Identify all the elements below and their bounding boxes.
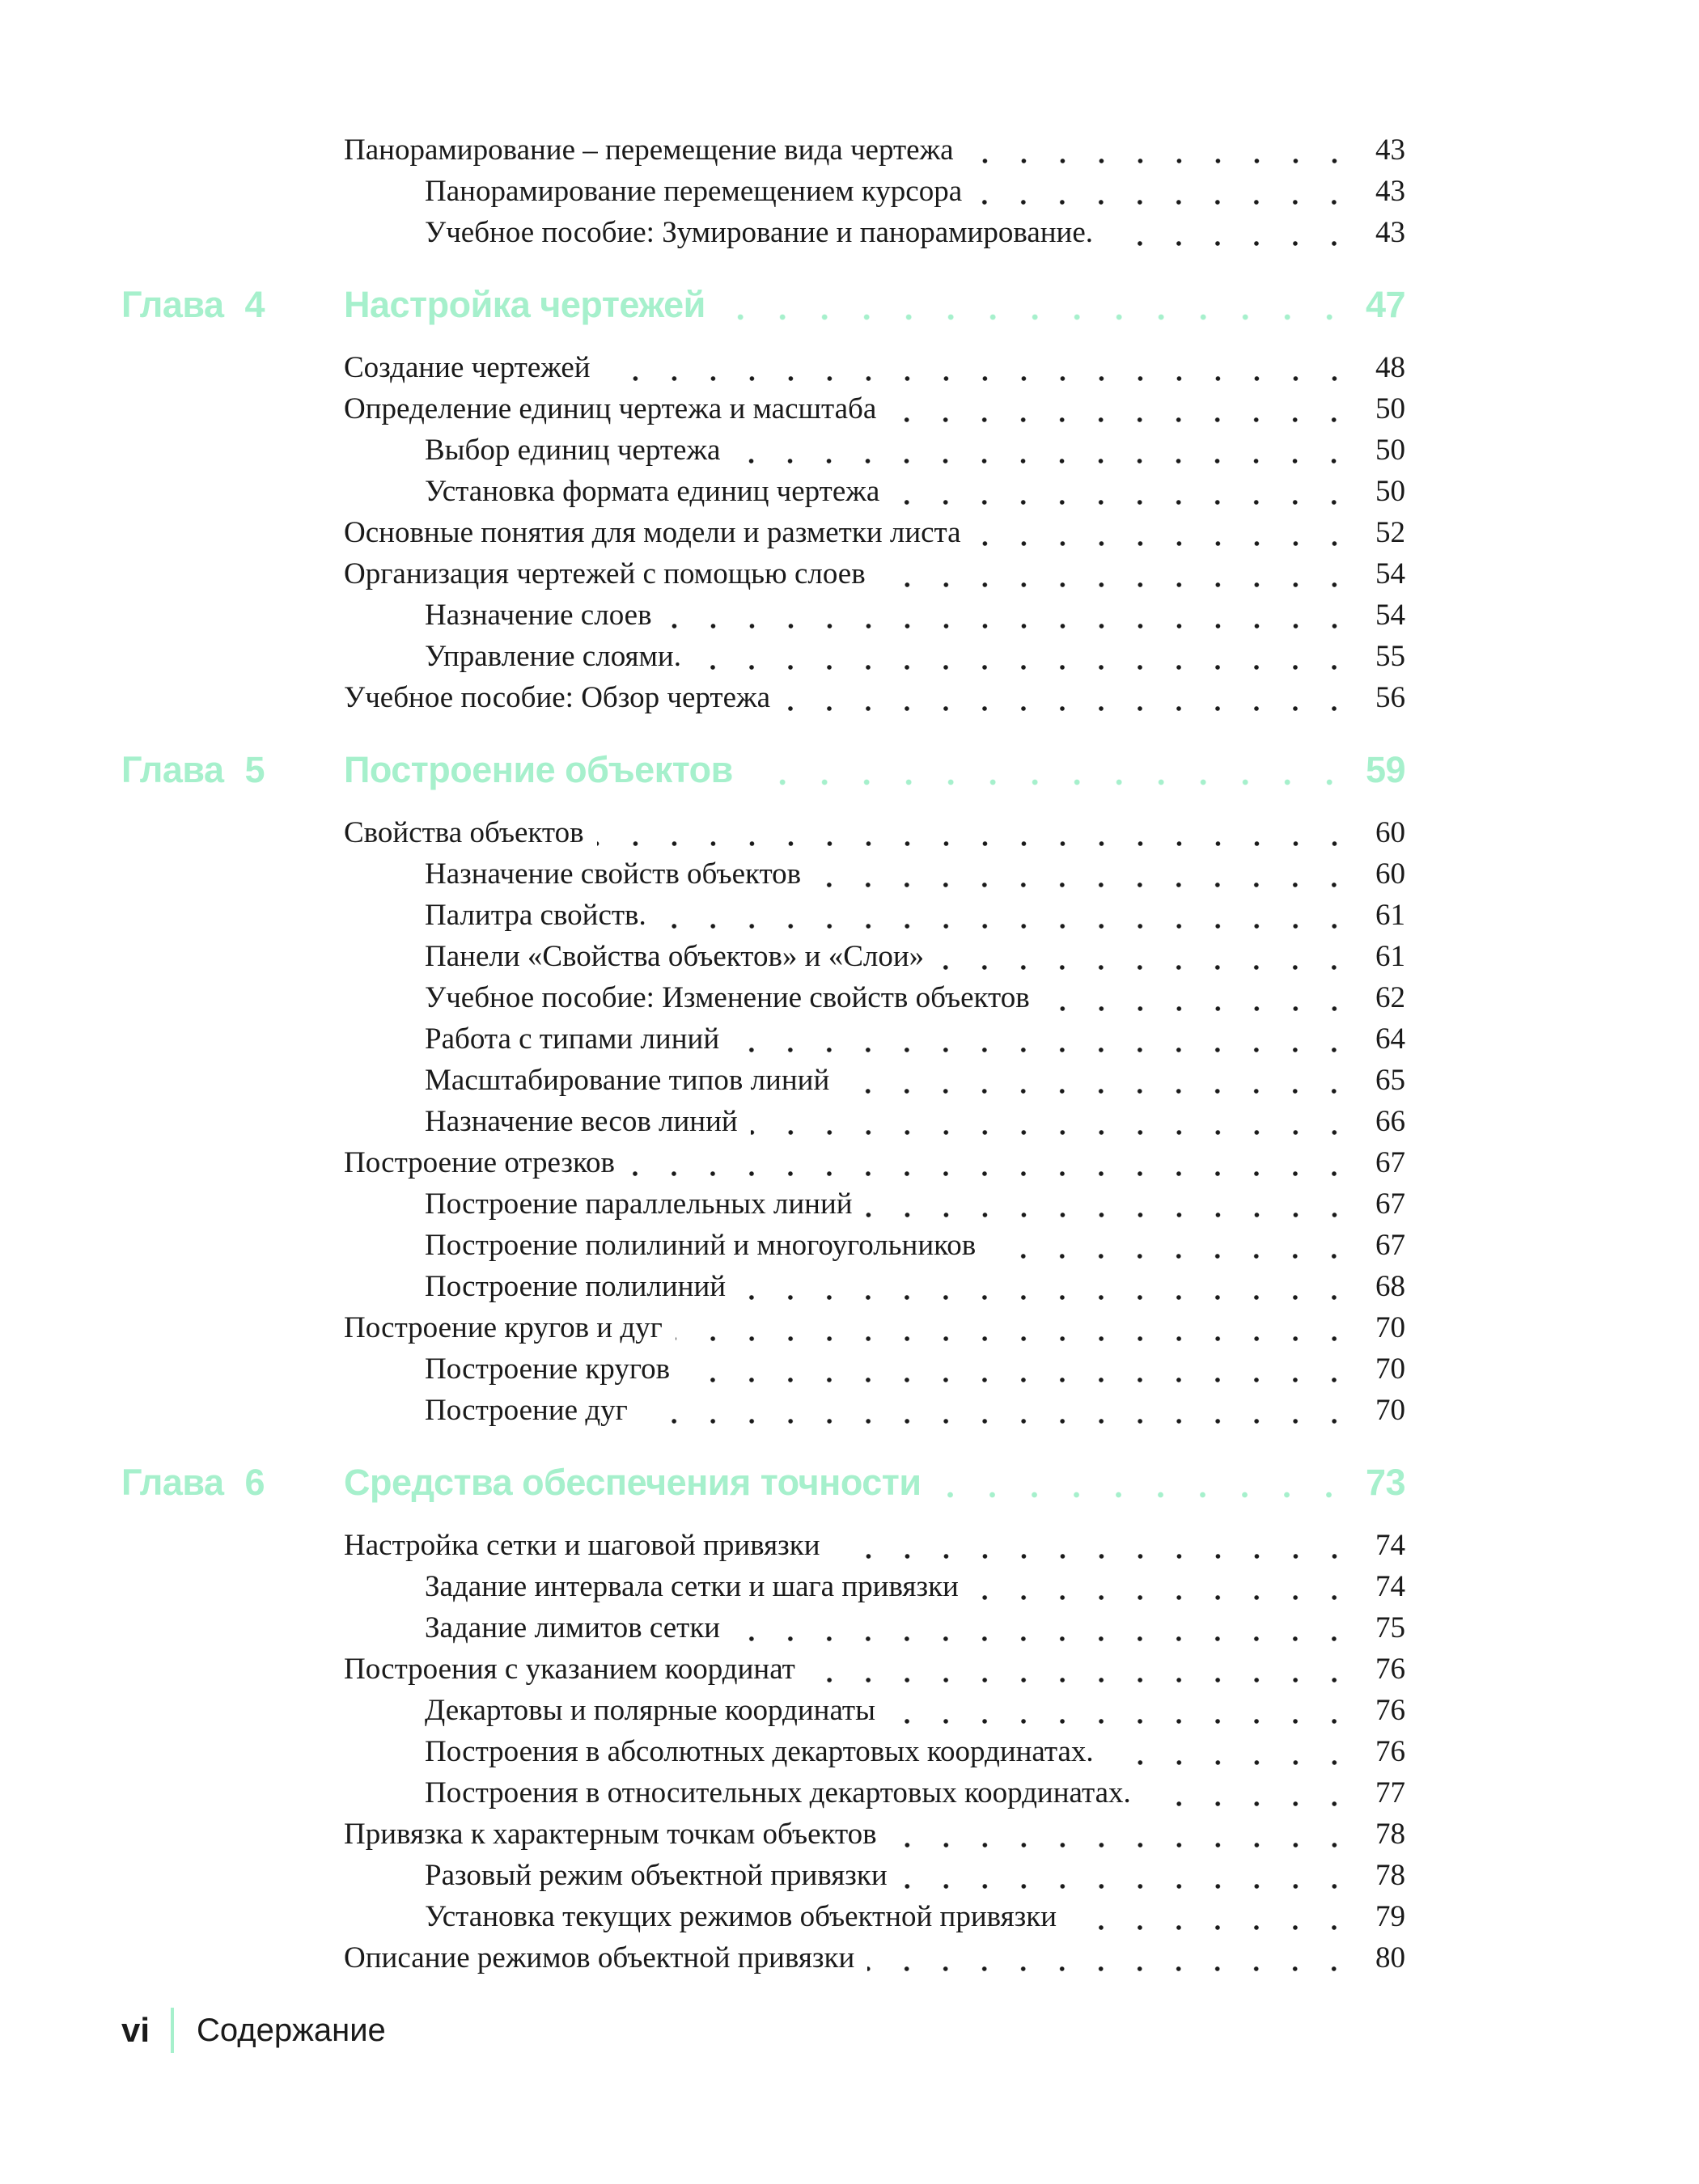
toc-entry [425,212,1405,253]
dot-leader [866,1213,1354,1217]
toc-entry-page-number: 60 [1375,857,1405,891]
toc-entry [425,895,1405,936]
toc-entry [425,1225,1405,1266]
footer-divider-bar [171,2008,174,2053]
dot-leader [604,376,1354,381]
toc-entry-title: Основные понятия для модели и разметки листа [344,516,961,549]
toc-entry-page-number: 76 [1375,1735,1405,1768]
dot-leader [597,841,1354,846]
toc-entry-page-number: 79 [1375,1900,1405,1933]
toc-entry [425,1101,1405,1142]
toc-entry-title: Масштабирование типов линий [425,1064,830,1097]
toc-entry-page-number: 64 [1375,1022,1405,1056]
toc-entry-title: Панорамирование перемещением курсора [425,175,963,208]
toc-entry-title: Построение кругов и дуг [344,1311,663,1344]
dot-leader [732,1048,1354,1052]
toc-entry-page-number: 67 [1375,1187,1405,1221]
dot-leader [783,706,1354,711]
toc-entry-title: Назначение свойств объектов [425,857,802,891]
toc-entry-page-number: 62 [1375,981,1405,1014]
dot-leader [833,1554,1354,1559]
toc-entry-title: Построение параллельных линий [425,1187,853,1221]
toc-entry-title: Привязка к характерным точкам объектов [344,1818,877,1851]
toc-entry-page-number: 60 [1375,816,1405,849]
dot-leader [694,665,1354,670]
toc-entry-title: Построения в относительных декартовых координатах. [425,1776,1131,1809]
dot-leader [1107,1760,1354,1765]
dot-leader [683,1378,1354,1382]
toc-entry-title: Настройка сетки и шаговой привязки [344,1529,820,1562]
toc-entry-page-number: 50 [1375,475,1405,508]
toc-entry-title: Учебное пособие: Обзор чертежа [344,681,771,714]
dot-leader [879,582,1354,587]
toc-entry-page-number: 70 [1375,1311,1405,1344]
toc-entry-page-number: 70 [1375,1352,1405,1386]
toc-entry [425,1266,1405,1307]
toc-entry [344,1307,1405,1348]
dot-leader [659,924,1354,929]
toc-entry [425,1896,1405,1937]
folio-page-number: vi [121,2011,150,2049]
dot-leader [746,779,1350,785]
dot-leader [1144,1801,1354,1806]
toc-entry-page-number: 78 [1375,1818,1405,1851]
toc-entry-page-number: 70 [1375,1394,1405,1427]
toc-entry [344,512,1405,553]
toc-entry-title: Описание режимов объектной привязки [344,1941,855,1974]
toc-entry [425,1772,1405,1814]
toc-entry [344,388,1405,430]
toc-entry [344,1814,1405,1855]
chapter-label: Глава 5 [121,749,265,790]
toc-entry-page-number: 76 [1375,1694,1405,1727]
dot-leader [867,1966,1354,1971]
toc-entry [425,430,1405,471]
toc-entry-page-number: 54 [1375,599,1405,632]
toc-entry-title: Разовый режим объектной привязки [425,1859,888,1892]
toc-entry [425,1018,1405,1060]
toc-entry-page-number: 50 [1375,434,1405,467]
toc-entry-title: Построение дуг [425,1394,628,1427]
toc-entry [425,853,1405,895]
toc-entry-title: Учебное пособие: Зумирование и панорамирование. [425,216,1094,249]
dot-leader [628,1171,1354,1176]
toc-entry-page-number: 68 [1375,1270,1405,1303]
dot-leader [808,1678,1354,1682]
toc-entry-title: Свойства объектов [344,816,584,849]
chapter-title: Настройка чертежей [344,284,705,325]
footer-section-label: Содержание [197,2012,386,2048]
chapter-heading [121,746,1405,794]
toc-entry-page-number: 80 [1375,1941,1405,1974]
toc-entry-page-number: 43 [1375,175,1405,208]
dot-leader [641,1419,1354,1424]
dot-leader [718,314,1350,320]
toc-entry-page-number: 56 [1375,681,1405,714]
chapter-title: Построение объектов [344,749,733,790]
toc-entry-title: Панели «Свойства объектов» и «Слои» [425,940,925,973]
toc-entry-page-number: 67 [1375,1146,1405,1179]
toc-entry [344,347,1405,388]
toc-entry [425,1855,1405,1896]
toc-entry-title: Определение единиц чертежа и масштаба [344,392,877,425]
dot-leader [974,541,1354,546]
toc-entry-title: Панорамирование – перемещение вида чертежа [344,133,954,167]
toc-entry [425,595,1405,636]
toc-entry-page-number: 75 [1375,1611,1405,1644]
toc-entry [344,1142,1405,1183]
toc-entry-title: Учебное пособие: Изменение свойств объектов [425,981,1030,1014]
dot-leader [888,1719,1354,1724]
toc-entry-title: Построение отрезков [344,1146,616,1179]
toc-entry [344,1525,1405,1566]
toc-entry-title: Управление слоями. [425,640,681,673]
toc-entry-title: Задание лимитов сетки [425,1611,721,1644]
toc-entry [344,129,1405,171]
toc-entry [425,1690,1405,1731]
toc-entry-page-number: 48 [1375,351,1405,384]
toc-entry-title: Установка текущих режимов объектной привязки [425,1900,1057,1933]
chapter-page-number: 47 [1365,284,1405,325]
toc-entry [344,812,1405,853]
toc-entry-page-number: 67 [1375,1229,1405,1262]
dot-leader [989,1254,1354,1259]
dot-leader [1043,1006,1354,1011]
toc-entry-page-number: 76 [1375,1653,1405,1686]
toc-entry [344,1649,1405,1690]
toc-entry-page-number: 43 [1375,133,1405,167]
toc-entry-title: Назначение весов линий [425,1105,738,1138]
toc-entry-page-number: 43 [1375,216,1405,249]
dot-leader [937,965,1354,970]
chapter-label: Глава 6 [121,1462,265,1503]
toc-entry-title: Построения в абсолютных декартовых координатах. [425,1735,1094,1768]
dot-leader [1106,241,1354,246]
toc-entry [425,977,1405,1018]
toc-entry [425,171,1405,212]
toc-entry-title: Установка формата единиц чертежа [425,475,880,508]
toc-entry-page-number: 65 [1375,1064,1405,1097]
dot-leader [676,1336,1354,1341]
toc-entry [425,936,1405,977]
toc-entry-title: Построения с указанием координат [344,1653,795,1686]
dot-leader [814,882,1354,887]
dot-leader [665,624,1354,629]
toc-entry-page-number: 77 [1375,1776,1405,1809]
toc-entry-title: Создание чертежей [344,351,591,384]
toc-entry-page-number: 50 [1375,392,1405,425]
dot-leader [972,1595,1354,1600]
dot-leader [1070,1925,1354,1930]
dot-leader [967,159,1354,163]
toc-entry-title: Задание интервала сетки и шага привязки [425,1570,959,1603]
toc-entry [425,1348,1405,1390]
dot-leader [889,417,1354,422]
toc-entry-page-number: 54 [1375,557,1405,590]
dot-leader [900,1884,1354,1889]
chapter-heading [121,281,1405,329]
toc-entry-page-number: 61 [1375,940,1405,973]
toc-entry-page-number: 74 [1375,1570,1405,1603]
toc-entry [344,553,1405,595]
toc-entry [425,471,1405,512]
toc-entry [425,1060,1405,1101]
toc-entry-title: Построение полилиний [425,1270,727,1303]
dot-leader [890,1843,1354,1848]
dot-leader [934,1492,1350,1498]
dot-leader [751,1130,1354,1135]
toc-entry-title: Работа с типами линий [425,1022,720,1056]
chapter-title: Средства обеспечения точности [344,1462,922,1503]
toc-entry-title: Декартовы и полярные координаты [425,1694,875,1727]
toc-entry [425,1390,1405,1431]
toc-entry-page-number: 78 [1375,1859,1405,1892]
toc-entry-title: Построение кругов [425,1352,671,1386]
chapter-heading [121,1458,1405,1507]
toc-entry-page-number: 52 [1375,516,1405,549]
toc-entry [425,1607,1405,1649]
table-of-contents [121,129,1405,1979]
dot-leader [975,200,1354,205]
toc-entry [425,636,1405,677]
dot-leader [842,1089,1354,1094]
toc-entry [425,1566,1405,1607]
toc-entry-title: Назначение слоев [425,599,652,632]
toc-entry [344,677,1405,718]
toc-entry [425,1183,1405,1225]
dot-leader [733,459,1354,463]
toc-entry-title: Организация чертежей с помощью слоев [344,557,866,590]
toc-entry [425,1731,1405,1772]
page-footer [121,2008,386,2053]
toc-entry-page-number: 55 [1375,640,1405,673]
toc-entry [344,1937,1405,1979]
toc-entry-page-number: 74 [1375,1529,1405,1562]
chapter-label: Глава 4 [121,284,265,325]
chapter-page-number: 59 [1365,749,1405,790]
dot-leader [892,500,1354,505]
toc-entry-page-number: 61 [1375,899,1405,932]
dot-leader [733,1636,1354,1641]
toc-entry-title: Выбор единиц чертежа [425,434,721,467]
chapter-page-number: 73 [1365,1462,1405,1503]
toc-entry-page-number: 66 [1375,1105,1405,1138]
toc-entry-title: Построение полилиний и многоугольников [425,1229,977,1262]
toc-entry-title: Палитра свойств. [425,899,646,932]
dot-leader [739,1295,1354,1300]
